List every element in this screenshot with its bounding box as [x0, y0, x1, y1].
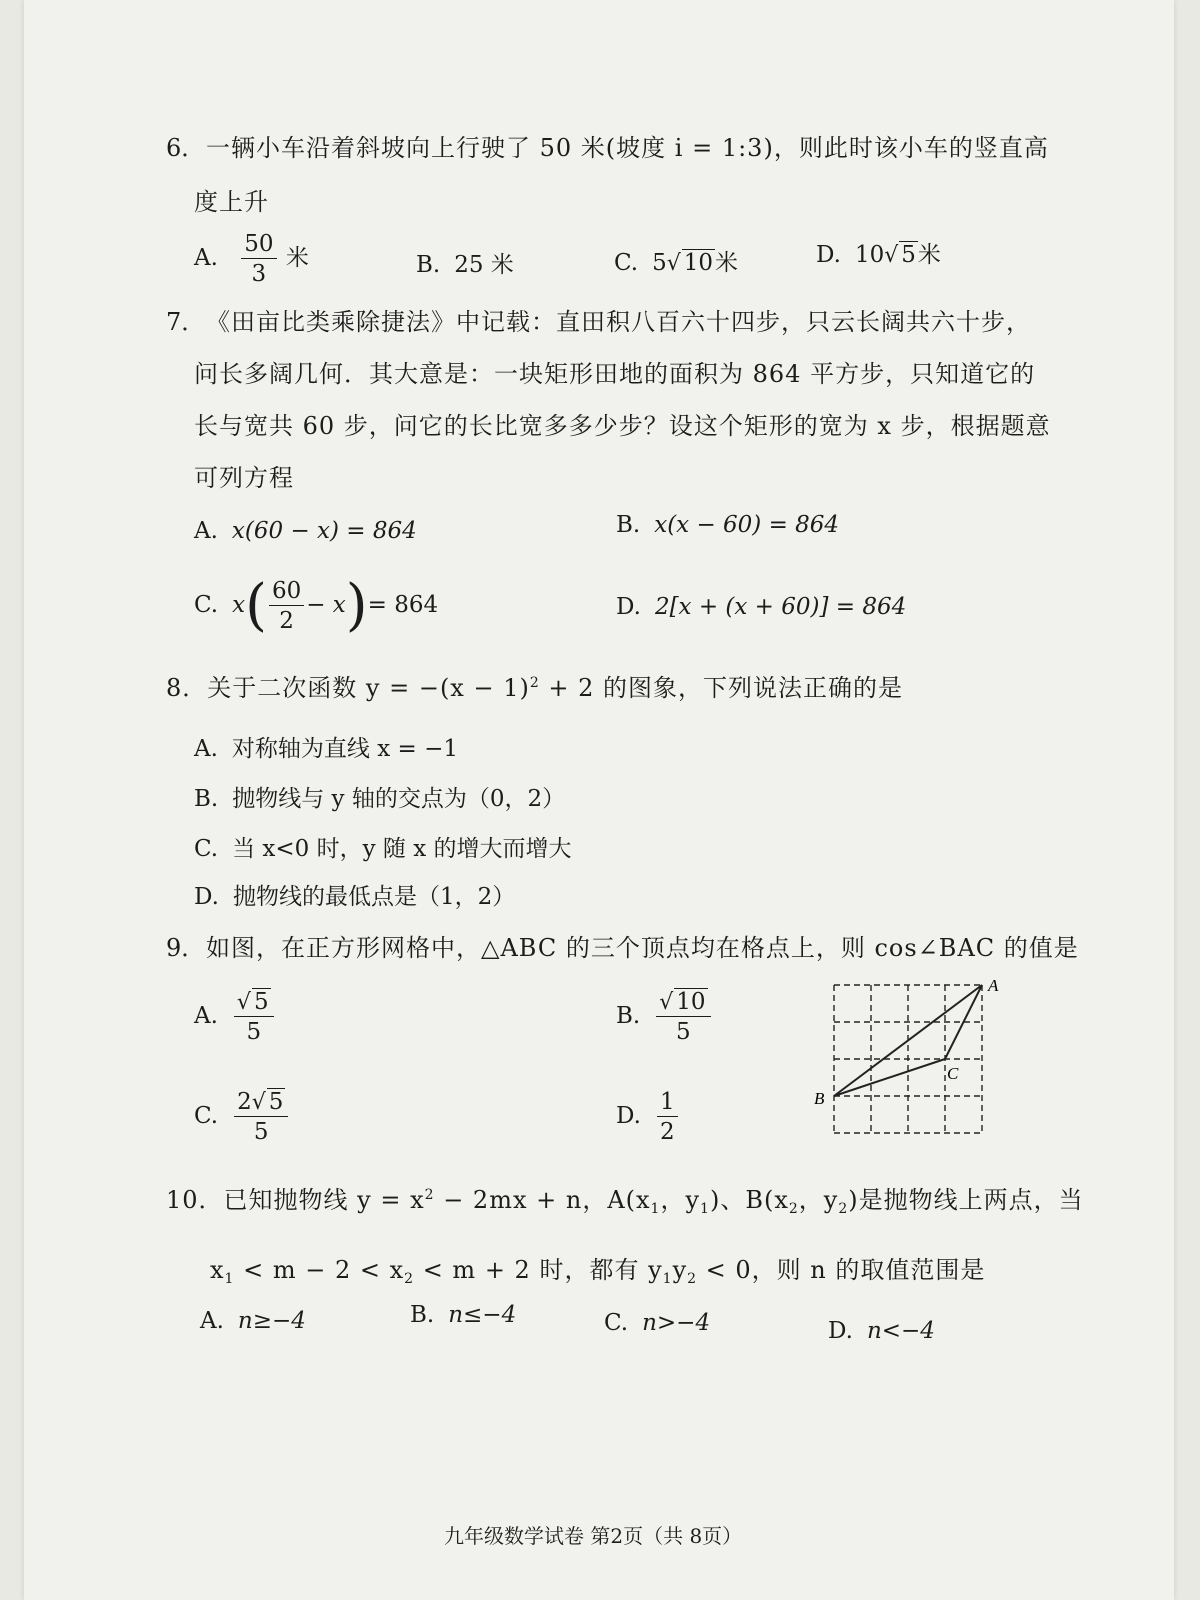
exam-page: [24, 0, 1174, 1600]
q8-option-a: A. 对称轴为直线 x = −1: [194, 736, 459, 762]
vertex-a-label: A: [988, 976, 999, 995]
q8-stem: 8．关于二次函数 $y = -(x - 1)^2 + 2$ 的图象，下列说法正确的是: [166, 674, 904, 702]
fraction: $\frac{60}{2}$: [269, 579, 304, 633]
q6-option-d: D. 10√ 5米: [816, 242, 941, 268]
q9-option-b: B. $\frac{√ 10}{5}$: [616, 990, 713, 1044]
q6-number: 6．: [166, 134, 206, 162]
q10-option-c: C. n>−4: [604, 1310, 711, 1336]
q8-option-b: B. 抛物线与 y 轴的交点为（0，2）: [194, 786, 566, 812]
vertex-b-label: B: [814, 1089, 825, 1108]
q7-option-a: A. x(60 − x) = 864: [194, 518, 417, 544]
q9-number: 9．: [166, 934, 206, 962]
q7-line2: 问长多阔几何．其大意是：一块矩形田地的面积为 864 平方步，只知道它的: [194, 360, 1036, 388]
q8-option-d: D. 抛物线的最低点是（1，2）: [194, 884, 516, 910]
fraction: $\frac{√ 10}{5}$: [656, 990, 710, 1044]
radical-sign-icon: √: [251, 1090, 266, 1115]
q6-option-c: C. 5√ 10米: [614, 250, 739, 276]
vertex-c-label: C: [947, 1064, 959, 1083]
fraction: $\frac{√ 5}{5}$: [234, 990, 274, 1044]
q10-option-a: A. n≥−4: [200, 1308, 306, 1334]
q7-option-c: C. x( $\frac{60}{2}$ − x)= 864: [194, 573, 439, 638]
page-footer: 九年级数学试卷 第2页（共 8页）: [444, 1524, 743, 1548]
q6-option-a: A. $\frac{50}{3}$ 米: [194, 231, 309, 288]
q7-number: 7．: [166, 308, 206, 336]
q6-option-b: B. 25 米: [416, 252, 514, 278]
q9-stem: 如图，在正方形网格中，△ABC 的三个顶点均在格点上，则 cos∠BAC 的值是: [206, 934, 1079, 962]
q9-grid-figure: [814, 975, 1014, 1150]
fraction: $\frac{1}{2}$: [657, 1090, 678, 1144]
q10-line2: $x_1 < m - 2 < x_2 < m + 2$ 时，都有 $y_1y_2 < 0$，则 n 的取值范围是: [210, 1256, 986, 1287]
q7-option-d: D. 2[x + (x + 60)] = 864: [616, 594, 907, 620]
q9-option-c: C. $\frac{2√ 5}{5}$: [194, 1090, 290, 1144]
q10-line1: 10．已知抛物线 $y = x^2 - 2mx + n$，$A(x_1$，$y_1$)、$B(x_2$，$y_2$)是抛物线上两点，当: [166, 1186, 1084, 1217]
q7-line4: 可列方程: [194, 464, 294, 492]
q7-option-b: B. x(x − 60) = 864: [616, 512, 840, 538]
fraction: $\frac{50}{3}$: [241, 232, 276, 286]
q6-line2: 度上升: [194, 188, 269, 216]
q7-line1: 《田亩比类乘除捷法》中记载：直田积八百六十四步，只云长阔共六十步，: [206, 308, 1031, 336]
radical-sign-icon: √: [236, 990, 251, 1015]
radical-sign-icon: √: [666, 251, 681, 276]
q9-option-d: D. $\frac{1}{2}$: [616, 1090, 680, 1144]
radical-sign-icon: √: [884, 243, 899, 268]
q6-line1: 一辆小车沿着斜坡向上行驶了 50 米(坡度 i = 1:3)，则此时该小车的竖直高: [206, 134, 1049, 162]
q8-option-c: C. 当 x<0 时，y 随 x 的增大而增大: [194, 836, 572, 862]
radical-sign-icon: √: [659, 990, 674, 1015]
q9-option-a: A. $\frac{√ 5}{5}$: [194, 990, 276, 1044]
q10-option-d: D. n<−4: [828, 1318, 935, 1344]
fraction: $\frac{2√ 5}{5}$: [234, 1090, 288, 1144]
grid-lines: [834, 985, 982, 1133]
q10-option-b: B. n≤−4: [410, 1302, 517, 1328]
q7-line3: 长与宽共 60 步，问它的长比宽多多少步？设这个矩形的宽为 x 步，根据题意: [194, 412, 1051, 440]
